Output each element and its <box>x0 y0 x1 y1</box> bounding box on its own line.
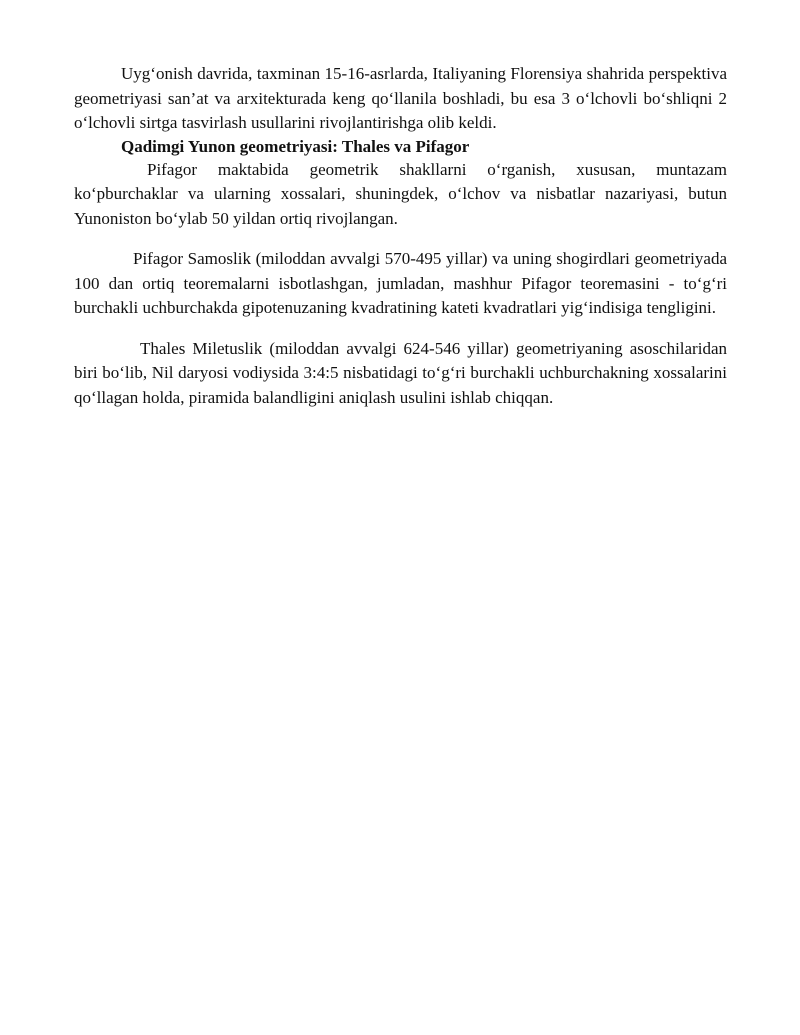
paragraph-pythagorean-school: Pifagor maktabida geometrik shakllarni o‘rganish, xususan, muntazam ko‘pburchaklar va ularning xossalari, shuningdek, o‘lchov va nisbatlar nazariyasi, butun Yunoniston bo‘ylab 50 yildan ortiq rivojlangan. <box>74 159 727 228</box>
section-heading: Qadimgi Yunon geometriyasi: Thales va Pifagor <box>121 136 470 156</box>
document-body <box>74 62 727 410</box>
paragraph-renaissance-perspective: Uyg‘onish davrida, taxminan 15-16-asrlarda, Italiyaning Florensiya shahrida perspektiva geometriyasi san’at va arxitekturada keng qo‘llanila boshladi, bu esa 3 o‘lchovli bo‘shliqni 2 o‘lchovli sirtga tasvirlash usullarini rivojlantirishga olib keldi. <box>74 64 727 132</box>
paragraph-thales: Thales Miletuslik (miloddan avvalgi 624-546 yillar) geometriyaning asoschilaridan biri bo‘lib, Nil daryosi vodiysida 3:4:5 nisbatidagi to‘g‘ri burchakli uchburchakning xossalarini qo‘llagan holda, piramida balandligini aniqlash usulini ishlab chiqqan. <box>74 338 727 407</box>
paragraph-pythagoras-theorem: Pifagor Samoslik (miloddan avvalgi 570-495 yillar) va uning shogirdlari geometriyada 100 dan ortiq teoremalarni isbotlashgan, jumladan, mashhur Pifagor teoremasini - to‘g‘ri burchakli uchburchakda gipotenuzaning kvadratining kateti kvadratlari yig‘indisiga tengligini. <box>74 249 727 317</box>
